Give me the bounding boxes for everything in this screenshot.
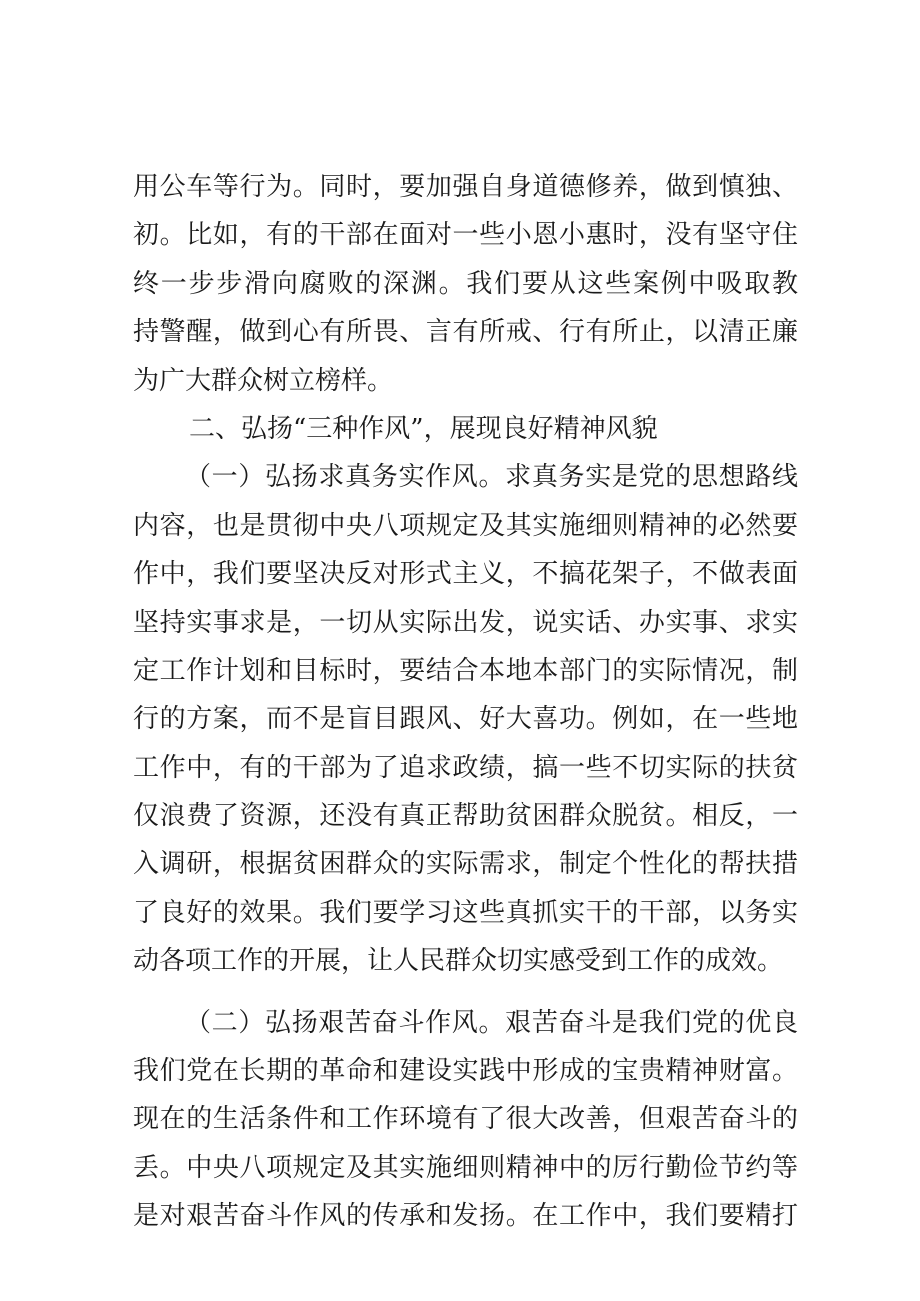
text-line: （二）弘扬艰苦奋斗作风。艰苦奋斗是我们党的优良: [185, 1007, 798, 1038]
text-line: 作中，我们要坚决反对形式主义，不搞花架子，不做表面: [133, 559, 798, 590]
text-line: 了良好的效果。我们要学习这些真抓实干的干部，以务实: [133, 897, 798, 928]
text-line: 仅浪费了资源，还没有真正帮助贫困群众脱贫。相反，一: [133, 801, 798, 832]
text-line: 行的方案，而不是盲目跟风、好大喜功。例如，在一些地: [133, 704, 798, 735]
text-line: 持警醒，做到心有所畏、言有所戒、行有所止，以清正廉: [133, 317, 798, 348]
section-heading: [133, 405, 798, 453]
paragraph-gap: [133, 986, 798, 999]
paragraph: [133, 999, 798, 1241]
text-line: 丢。中央八项规定及其实施细则精神中的厉行勤俭节约等: [133, 1152, 798, 1183]
heading-text: 二、弘扬“三种作风”，展现良好精神风貌: [189, 413, 658, 444]
text-line: 我们党在长期的革命和建设实践中形成的宝贵精神财富。: [133, 1056, 798, 1087]
paragraph: [133, 453, 798, 985]
text-line: 是对艰苦奋斗作风的传承和发扬。在工作中，我们要精打: [133, 1201, 798, 1232]
text-line: 入调研，根据贫困群众的实际需求，制定个性化的帮扶措: [133, 849, 798, 880]
paragraph: [133, 163, 798, 405]
document-body: [133, 163, 798, 1241]
text-line: （一）弘扬求真务实作风。求真务实是党的思想路线: [185, 462, 798, 493]
text-line: 定工作计划和目标时，要结合本地本部门的实际情况，制: [133, 655, 798, 686]
text-line: 终一步步滑向腐败的深渊。我们要从这些案例中吸取教: [133, 268, 798, 299]
text-line: 工作中，有的干部为了追求政绩，搞一些不切实际的扶贫: [133, 752, 798, 783]
text-line: 动各项工作的开展，让人民群众切实感受到工作的成效。: [133, 946, 784, 977]
text-line: 为广大群众树立榜样。: [133, 365, 394, 396]
text-line: 内容，也是贯彻中央八项规定及其实施细则精神的必然要: [133, 510, 798, 541]
text-line: 用公车等行为。同时，要加强自身道德修养，做到慎独、: [133, 172, 798, 202]
text-line: 现在的生活条件和工作环境有了很大改善，但艰苦奋斗的: [133, 1104, 798, 1135]
text-line: 坚持实事求是，一切从实际出发，说实话、办实事、求实: [133, 607, 798, 638]
text-line: 初。比如，有的干部在面对一些小恩小惠时，没有坚守住: [133, 220, 798, 251]
